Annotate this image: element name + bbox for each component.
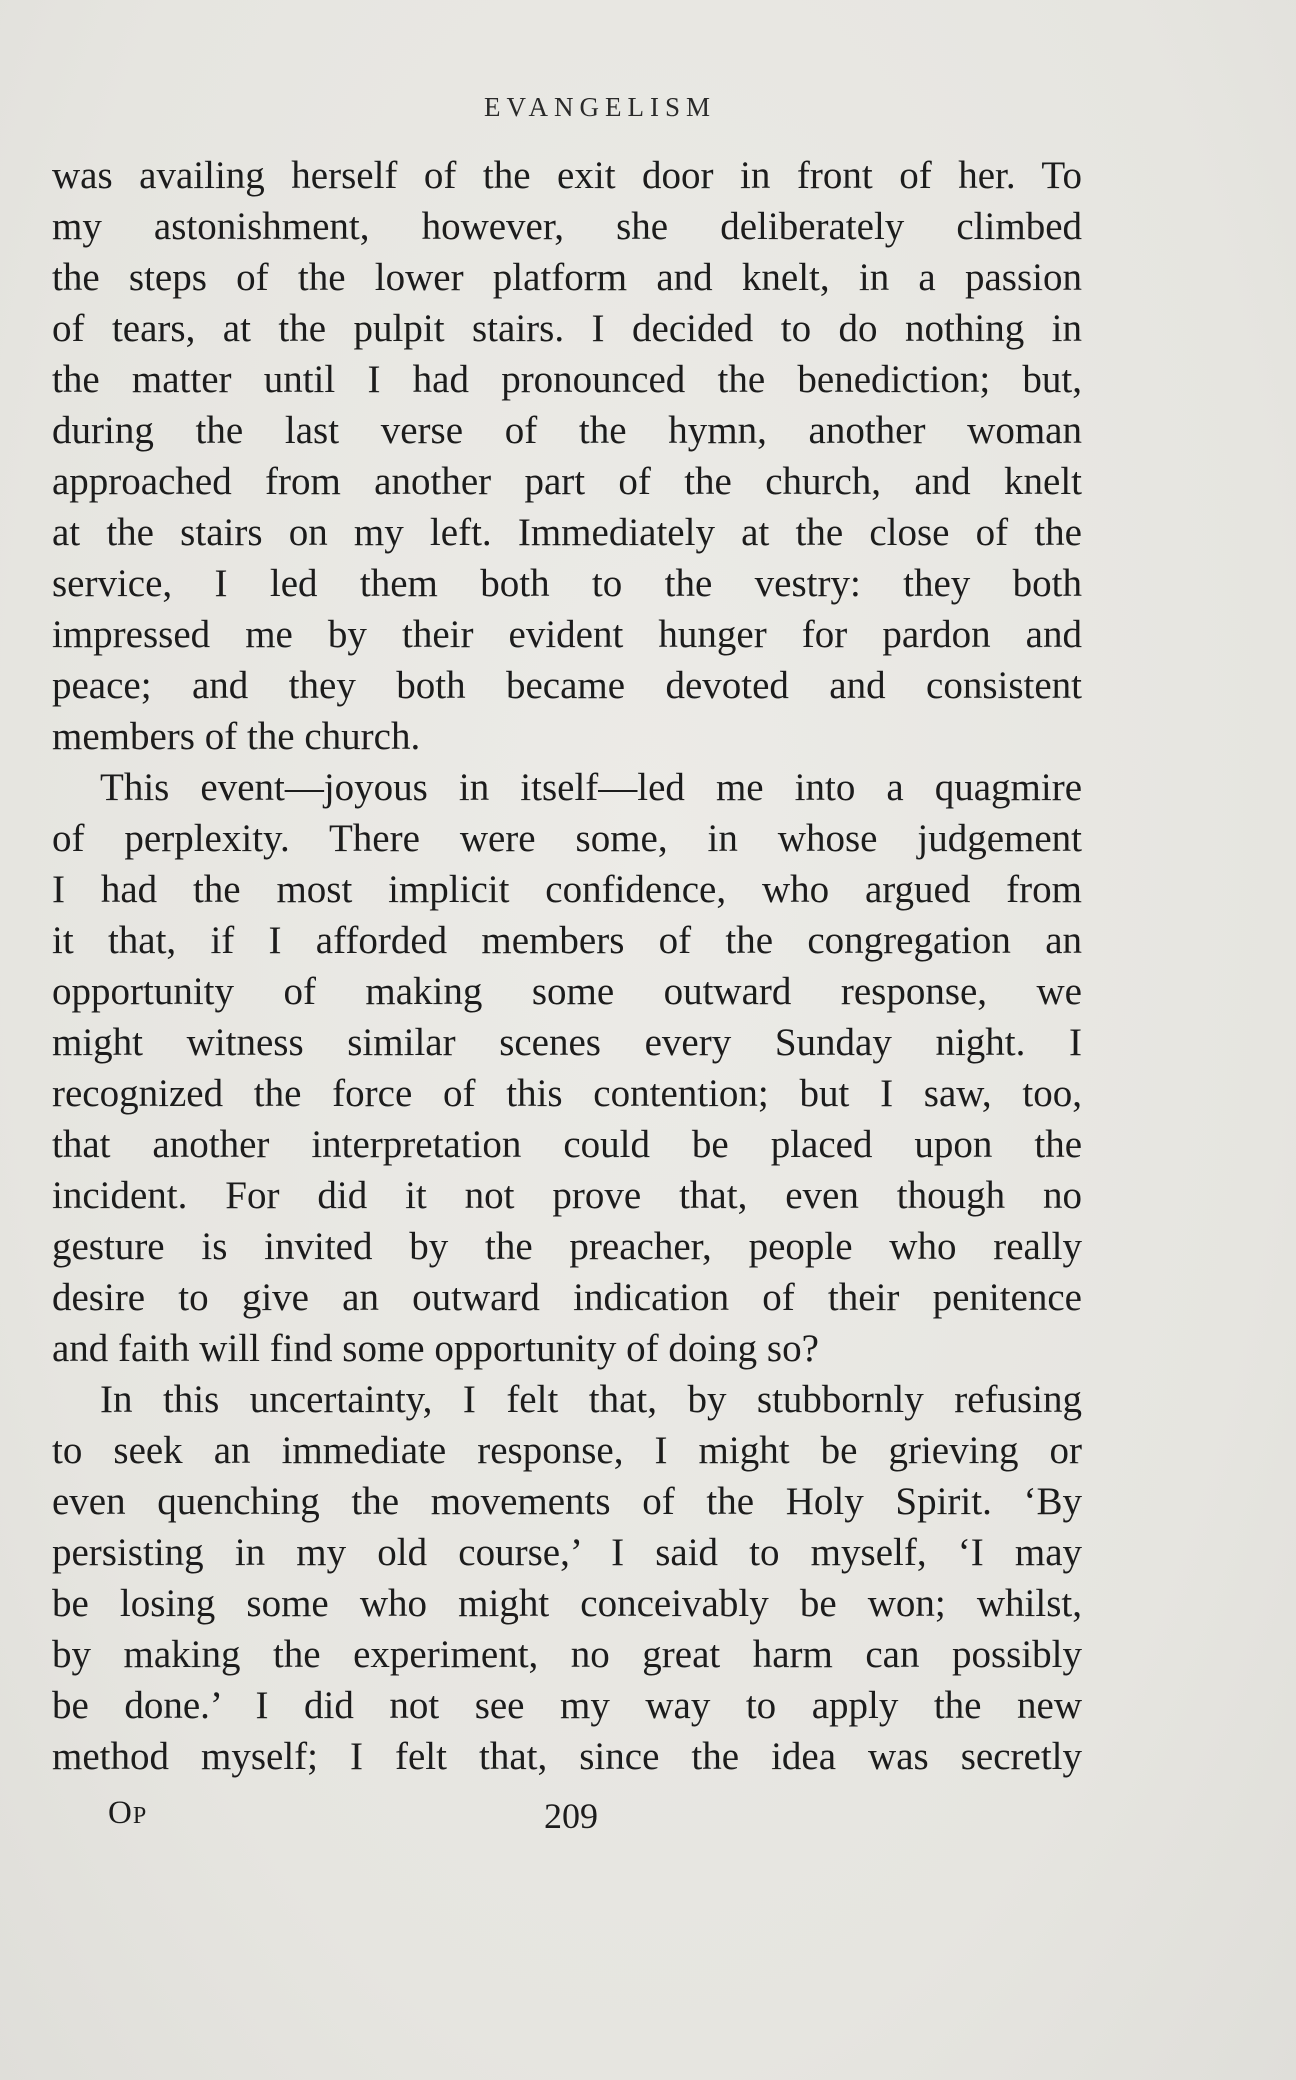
text-line: gesture is invited by the preacher, people who really bbox=[52, 1225, 1082, 1268]
text-line: of tears, at the pulpit stairs. I decided to do nothing in bbox=[52, 307, 1082, 350]
text-line: impressed me by their evident hunger for pardon and bbox=[52, 613, 1082, 656]
text-line: opportunity of making some outward response, we bbox=[52, 970, 1082, 1013]
text-line: method myself; I felt that, since the idea was secretly bbox=[52, 1735, 1082, 1778]
text-line: by making the experiment, no great harm can possibly bbox=[52, 1633, 1082, 1676]
body-text bbox=[52, 150, 1082, 1782]
text-line: desire to give an outward indication of their penitence bbox=[52, 1276, 1082, 1319]
text-line: of perplexity. There were some, in whose judgement bbox=[52, 817, 1082, 860]
text-line: This event—joyous in itself—led me into a quagmire bbox=[100, 766, 1082, 809]
text-line: peace; and they both became devoted and consistent bbox=[52, 664, 1082, 707]
text-line: members of the church. bbox=[52, 715, 421, 758]
text-line: approached from another part of the church, and knelt bbox=[52, 460, 1082, 503]
signature-mark bbox=[108, 1795, 147, 1832]
text-line: might witness similar scenes every Sunday night. I bbox=[52, 1021, 1082, 1064]
text-line: be losing some who might conceivably be won; whilst, bbox=[52, 1582, 1082, 1625]
text-line: In this uncertainty, I felt that, by stubbornly refusing bbox=[100, 1378, 1082, 1421]
text-line: be done.’ I did not see my way to apply the new bbox=[52, 1684, 1082, 1727]
text-line: was availing herself of the exit door in front of her. To bbox=[52, 154, 1082, 197]
running-head: EVANGELISM bbox=[483, 92, 716, 122]
paragraph-1 bbox=[52, 150, 1082, 762]
text-line: I had the most implicit confidence, who argued from bbox=[52, 868, 1082, 911]
text-line: and faith will find some opportunity of doing so? bbox=[52, 1327, 819, 1370]
page-footer bbox=[0, 1795, 1296, 1845]
paragraph-2 bbox=[52, 762, 1082, 1374]
signature-letter: O bbox=[108, 1795, 133, 1831]
text-line: that another interpretation could be placed upon the bbox=[52, 1123, 1082, 1166]
signature-small-cap: P bbox=[132, 1803, 148, 1829]
text-line: at the stairs on my left. Immediately at the close of the bbox=[52, 511, 1082, 554]
text-line: persisting in my old course,’ I said to myself, ‘I may bbox=[52, 1531, 1082, 1574]
text-line: the steps of the lower platform and knelt, in a passion bbox=[52, 256, 1082, 299]
text-line: service, I led them both to the vestry: they both bbox=[52, 562, 1082, 605]
text-line: the matter until I had pronounced the benediction; but, bbox=[52, 358, 1082, 401]
text-line: even quenching the movements of the Holy Spirit. ‘By bbox=[52, 1480, 1082, 1523]
text-line: to seek an immediate response, I might be grieving or bbox=[52, 1429, 1082, 1472]
text-line: my astonishment, however, she deliberately climbed bbox=[52, 205, 1082, 248]
text-line: recognized the force of this contention; but I saw, too, bbox=[52, 1072, 1082, 1115]
paragraph-3 bbox=[52, 1374, 1082, 1782]
text-line: during the last verse of the hymn, another woman bbox=[52, 409, 1082, 452]
text-line: it that, if I afforded members of the congregation an bbox=[52, 919, 1082, 962]
text-line: incident. For did it not prove that, even though no bbox=[52, 1174, 1082, 1217]
page-number: 209 bbox=[544, 1796, 598, 1836]
